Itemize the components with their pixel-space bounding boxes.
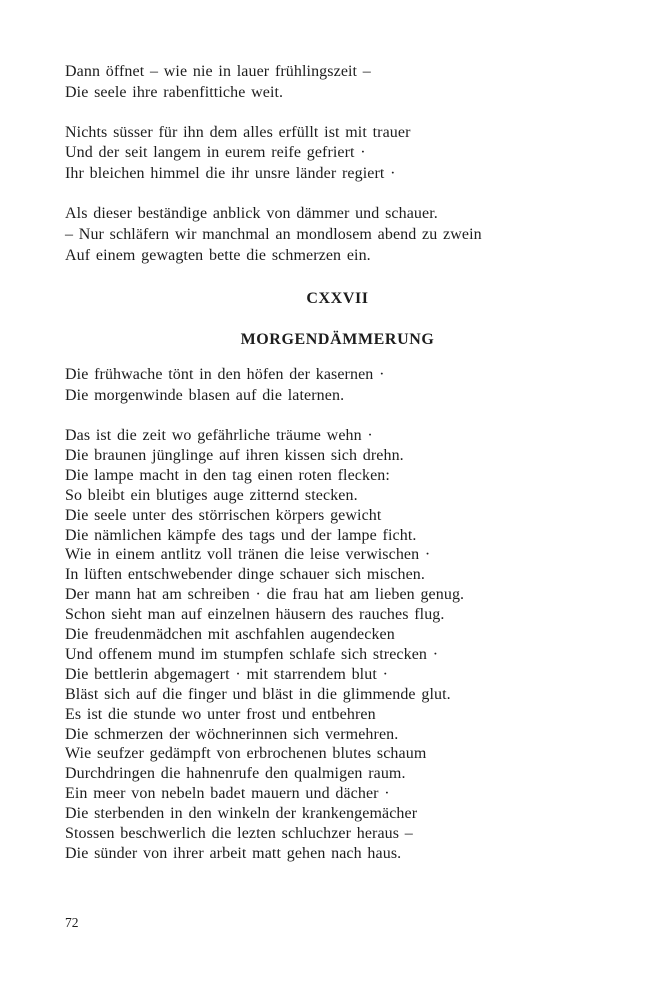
stanza-poem-1: [65, 365, 610, 407]
poem-line: In lüften entschwebender dinge schauer sich mischen.: [65, 566, 426, 584]
poem-line: Dann öffnet – wie nie in lauer frühlingszeit –: [65, 63, 371, 80]
poem-line: Die braunen jünglinge auf ihren kissen sich drehn.: [65, 446, 404, 464]
poem-line: – Nur schläfern wir manchmal an mondlosem abend zu zwein: [65, 225, 482, 243]
poem-line: Ein meer von nebeln badet mauern und dächer ·: [65, 785, 390, 803]
stanza-prev-poem-2: [65, 123, 610, 185]
poem-line: Bläst sich auf die finger und bläst in die glimmende glut.: [65, 685, 451, 703]
poem-line: Die freudenmädchen mit aschfahlen augendecken: [65, 626, 395, 644]
poem-line: So bleibt ein blutiges auge zitternd stecken.: [65, 486, 358, 504]
poem-line: Die seele ihre rabenfittiche weit.: [65, 83, 284, 101]
poem-line: Die bettlerin abgemagert · mit starrendem blut ·: [65, 665, 388, 683]
poem-line: Das ist die zeit wo gefährliche träume wehn ·: [65, 426, 373, 444]
poem-line: Der mann hat am schreiben · die frau hat am lieben genug.: [65, 586, 465, 604]
poem-line: Die lampe macht in den tag einen roten flecken:: [65, 466, 390, 484]
poem-line: Die morgenwinde blasen auf die laternen.: [65, 387, 345, 405]
poem-line: Und offenem mund im stumpfen schlafe sich strecken ·: [65, 645, 439, 663]
poem-line: Die sünder von ihrer arbeit matt gehen nach haus.: [65, 845, 402, 862]
poem-line: Wie seufzer gedämpft von erbrochenen blutes schaum: [65, 745, 427, 763]
poem-line: Die schmerzen der wöchnerinnen sich vermehren.: [65, 725, 399, 743]
poem-line: Ihr bleichen himmel die ihr unsre länder regiert ·: [65, 165, 396, 183]
poem-line: Die frühwache tönt in den höfen der kasernen ·: [65, 366, 385, 384]
poem-line: Es ist die stunde wo unter frost und entbehren: [65, 705, 376, 723]
poem-line: Durchdringen die hahnenrufe den qualmigen raum.: [65, 765, 406, 783]
stanza-prev-poem-1: [65, 62, 610, 104]
poem-number: CXXVII: [306, 290, 369, 308]
poem-line: Die nämlichen kämpfe des tags und der lampe ficht.: [65, 526, 417, 544]
poem-line: Als dieser beständige anblick von dämmer und schauer.: [65, 204, 438, 222]
poem-line: Schon sieht man auf einzelnen häusern des rauches flug.: [65, 606, 445, 624]
stanza-prev-poem-3: [65, 204, 610, 266]
poem-line: Die sterbenden in den winkeln der krankengemächer: [65, 805, 418, 823]
poem-line: Die seele unter des störrischen körpers gewicht: [65, 506, 382, 524]
poem-line: Auf einem gewagten bette die schmerzen ein.: [65, 246, 371, 264]
poem-line: Und der seit langem in eurem reife gefriert ·: [65, 144, 366, 162]
poem-line: Stossen beschwerlich die lezten schluchzer heraus –: [65, 825, 413, 843]
poem-line: Wie in einem antlitz voll tränen die leise verwischen ·: [65, 546, 431, 564]
poem-line: Nichts süsser für ihn dem alles erfüllt ist mit trauer: [65, 123, 411, 141]
stanza-poem-2: [65, 426, 610, 864]
page-number: 72: [65, 915, 79, 930]
poem-title: MORGENDÄMMERUNG: [240, 331, 435, 349]
text-block: [65, 62, 610, 883]
